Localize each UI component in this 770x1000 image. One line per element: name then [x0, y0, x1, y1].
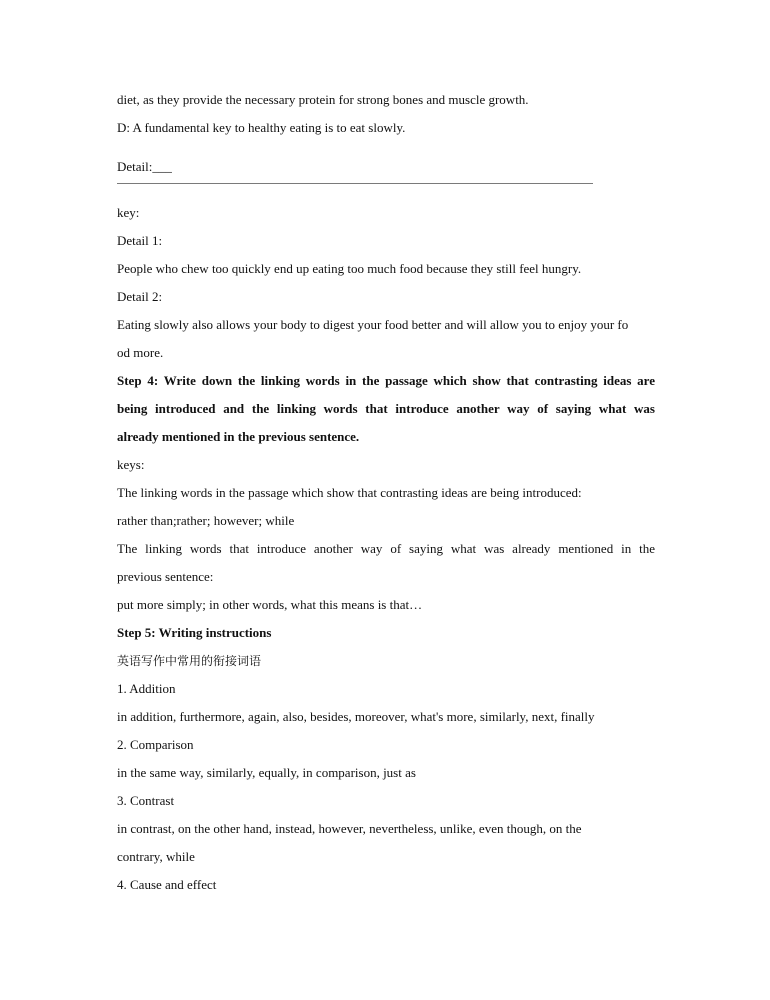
contrast-words-list-cont: contrary, while [117, 849, 195, 864]
contrast-heading: 3. Contrast [117, 793, 175, 808]
detail-blank: Detail:___ [117, 159, 172, 174]
step-4-heading-cont: being introduced and the linking words that introduce another way of saying what was [117, 401, 655, 416]
step-4-heading-end: already mentioned in the previous sentence. [117, 429, 360, 444]
restate-words: put more simply; in other words, what this means is that… [117, 597, 423, 612]
addition-words: in addition, furthermore, again, also, besides, moreover, what's more, similarly, next, finally [117, 709, 595, 724]
restate-intro-cont: previous sentence: [117, 569, 214, 584]
contrast-intro: The linking words in the passage which show that contrasting ideas are being introduced: [117, 485, 582, 500]
detail-2-text-cont: od more. [117, 345, 164, 360]
detail-2-label: Detail 2: [117, 289, 163, 304]
keys-label: keys: [117, 457, 145, 472]
document-page [117, 86, 655, 899]
step-4-heading: Step 4: Write down the linking words in the passage which show that contrasting ideas are [117, 373, 655, 388]
spacer [117, 142, 655, 153]
addition-heading: 1. Addition [117, 681, 176, 696]
comparison-words: in the same way, similarly, equally, in comparison, just as [117, 765, 416, 780]
restate-intro: The linking words that introduce another way of saying what was already mentioned in the [117, 541, 655, 556]
horizontal-rule [117, 183, 593, 184]
comparison-heading: 2. Comparison [117, 737, 194, 752]
contrast-words: rather than;rather; however; while [117, 513, 295, 528]
key-label: key: [117, 205, 140, 220]
detail-1-label: Detail 1: [117, 233, 163, 248]
detail-2-text: Eating slowly also allows your body to digest your food better and will allow you to enjoy your fo [117, 317, 629, 332]
contrast-words-list: in contrast, on the other hand, instead, however, nevertheless, unlike, even though, on the [117, 821, 582, 836]
option-d: D: A fundamental key to healthy eating is to eat slowly. [117, 120, 406, 135]
cause-effect-heading: 4. Cause and effect [117, 877, 217, 892]
text-line: diet, as they provide the necessary protein for strong bones and muscle growth. [117, 92, 529, 107]
detail-1-text: People who chew too quickly end up eating too much food because they still feel hungry. [117, 261, 582, 276]
step-5-heading: Step 5: Writing instructions [117, 625, 272, 640]
chinese-heading: 英语写作中常用的衔接词语 [117, 654, 262, 668]
